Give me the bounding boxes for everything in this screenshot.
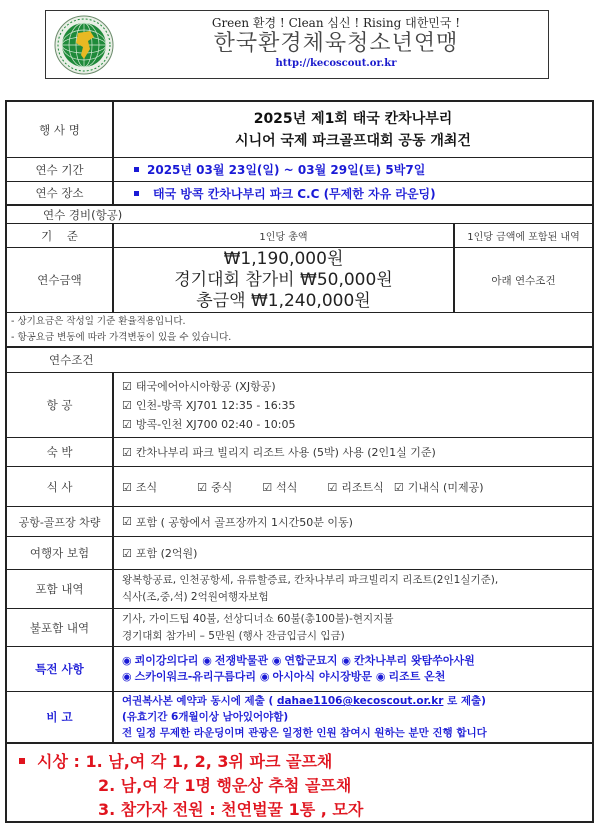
row-flight <box>7 373 592 438</box>
row-specials <box>7 647 592 692</box>
checkbox-checked-icon: ☑ <box>197 480 208 494</box>
included-reference: 아래 연수조건 <box>491 274 556 287</box>
remarks-line1: 여권복사본 예약과 동시에 제출 ( dahae1106@kecoscout.or.kr 로 제출) <box>122 695 486 707</box>
email-link[interactable]: dahae1106@kecoscout.or.kr <box>276 695 444 707</box>
row-venue <box>7 182 592 206</box>
included-label: 포함 내역 <box>7 570 114 608</box>
period-label: 연수 기간 <box>7 158 114 181</box>
checkbox-checked-icon: ☑ <box>122 546 132 560</box>
row-cost-title <box>7 206 592 224</box>
conditions-section-title: 연수조건 <box>49 353 94 367</box>
lodging-value: ☑ 칸차나부리 파크 빌리지 리조트 사용 (5박) 사용 (2인1실 기준) <box>122 445 436 459</box>
note-exchange-rate: - 상기요금은 작성일 기준 환율적용입니다. <box>11 315 186 327</box>
insurance-label: 여행자 보험 <box>7 537 114 569</box>
org-url-link[interactable]: http://kecoscout.or.kr <box>275 58 397 69</box>
row-cost-values <box>7 248 592 313</box>
excluded-value <box>114 609 592 646</box>
row-meals <box>7 467 592 507</box>
event-name-value <box>114 102 592 157</box>
awards-section <box>7 744 592 821</box>
total-price: 총금액 ₩1,240,000원 <box>196 290 371 311</box>
award-line1: 시상 : 1. 남,여 각 1, 2, 3위 파크 골프채 <box>19 750 592 774</box>
row-excluded <box>7 609 592 647</box>
transport-value: ☑ 포함 ( 공항에서 골프장까지 1시간50분 이동) <box>122 515 353 529</box>
row-conditions-title <box>7 348 592 373</box>
cost-header-basis: 기 준 <box>7 224 114 247</box>
remarks-value <box>114 692 592 742</box>
square-bullet-icon <box>134 191 139 196</box>
specials-line2: ◉ 스카이워크-유리구름다리 ◉ 아시아식 야시장방문 ◉ 리조트 온천 <box>122 670 446 683</box>
meal-dinner: ☑ 석식 <box>262 480 298 494</box>
cost-header-included: 1인당 금액에 포함된 내역 <box>467 232 580 243</box>
meal-resort: ☑ 리조트식 <box>327 480 384 494</box>
excluded-line2: 경기대회 참가비 – 5만원 (행사 잔금입금시 입금) <box>122 629 345 642</box>
checkbox-checked-icon: ☑ <box>393 480 404 494</box>
flight-label: 항 공 <box>7 373 114 437</box>
note-price-change: - 항공요금 변동에 따라 가격변동이 있을 수 있습니다. <box>11 331 232 343</box>
period-text: 2025년 03월 23일(일) ~ 03월 29일(토) 5박7일 <box>147 163 426 177</box>
flight-airline: ☑ 태국에어아시아항공 (XJ항공) <box>122 379 276 393</box>
specials-line1: ◉ 쾨이강의다리 ◉ 전쟁박물관 ◉ 연합군묘지 ◉ 칸차나부리 왓탐쑤아사원 <box>122 654 475 667</box>
meal-inflight: ☑ 기내식 (미제공) <box>393 480 484 494</box>
meals-value <box>114 467 592 506</box>
specials-value <box>114 647 592 691</box>
row-transport <box>7 507 592 537</box>
slogan: Green 환경 ! Clean 심신 ! Rising 대한민국 ! <box>211 16 461 30</box>
event-name-line1: 2025년 제1회 태국 칸차나부리 <box>253 110 453 127</box>
insurance-value: ☑ 포함 (2억원) <box>122 546 198 560</box>
period-value <box>114 158 592 181</box>
venue-label: 연수 장소 <box>7 182 114 204</box>
transport-label: 공항-골프장 차량 <box>7 507 114 536</box>
row-cost-header <box>7 224 592 248</box>
row-period <box>7 158 592 182</box>
globe-emblem-icon <box>54 15 114 75</box>
row-lodging <box>7 438 592 467</box>
excluded-line1: 기사, 가이드팁 40불, 선상디너쇼 60불(총100불)-현지지불 <box>122 612 394 625</box>
cost-header-total: 1인당 총액 <box>114 224 455 247</box>
remarks-line2: (유효기간 6개월이상 남아있어야함) <box>122 711 289 723</box>
meal-lunch: ☑ 중식 <box>197 480 233 494</box>
venue-value <box>114 182 592 204</box>
org-name: 한국환경체육청소년연맹 <box>213 31 459 56</box>
checkbox-checked-icon: ☑ <box>122 417 132 431</box>
checkbox-checked-icon: ☑ <box>262 480 273 494</box>
lodging-label: 숙 박 <box>7 438 114 466</box>
meal-breakfast: ☑ 조식 <box>122 480 158 494</box>
included-line2: 식사(조,중,석) 2억원여행자보험 <box>122 591 269 603</box>
event-name-line2: 시니어 국제 파크골프대회 공동 개최건 <box>235 132 471 149</box>
checkbox-checked-icon: ☑ <box>122 379 132 393</box>
event-name-label: 행 사 명 <box>7 102 114 157</box>
flight-return: ☑ 방콕-인천 XJ700 02:40 - 10:05 <box>122 417 296 431</box>
price-block <box>114 248 455 312</box>
included-line1: 왕복항공료, 인천공항세, 유류할증료, 칸차나부리 파크빌리지 리조트(2인1실기준), <box>122 574 499 586</box>
radio-bullet-icon: ◉ <box>271 654 282 667</box>
remarks-label: 비 고 <box>7 692 114 742</box>
award-line2: 2. 남,여 각 1명 행운상 추첨 골프채 <box>98 776 352 795</box>
checkbox-checked-icon: ☑ <box>122 515 132 528</box>
remarks-line3: 전 일정 무제한 라운딩이며 관광은 일정한 인원 참여시 원하는 분만 진행 합니다 <box>122 727 487 739</box>
flight-details <box>114 373 592 437</box>
checkbox-checked-icon: ☑ <box>122 445 132 459</box>
event-info-table <box>5 100 594 823</box>
radio-bullet-icon: ◉ <box>122 670 132 683</box>
flight-outbound: ☑ 인천-방콕 XJ701 12:35 - 16:35 <box>122 398 296 412</box>
included-value <box>114 570 592 608</box>
radio-bullet-icon: ◉ <box>202 654 212 667</box>
row-remarks <box>7 692 592 744</box>
award-line3: 3. 참가자 전원 : 천연벌꿀 1통 , 모자 <box>98 800 364 819</box>
radio-bullet-icon: ◉ <box>259 670 270 683</box>
checkbox-checked-icon: ☑ <box>327 480 338 494</box>
venue-text: 태국 방콕 칸차나부리 파크 C.C (무제한 자유 라운딩) <box>153 186 436 201</box>
checkbox-checked-icon: ☑ <box>122 398 132 412</box>
square-bullet-icon <box>19 758 25 764</box>
row-insurance <box>7 537 592 570</box>
meals-label: 식 사 <box>7 467 114 506</box>
radio-bullet-icon: ◉ <box>375 670 386 683</box>
base-price: ₩1,190,000원 <box>223 248 344 269</box>
row-cost-notes <box>7 313 592 348</box>
checkbox-checked-icon: ☑ <box>122 480 132 494</box>
radio-bullet-icon: ◉ <box>341 654 352 667</box>
specials-label: 특전 사항 <box>7 647 114 691</box>
row-event-name <box>7 102 592 158</box>
cost-notes <box>7 313 592 346</box>
excluded-label: 불포함 내역 <box>7 609 114 646</box>
row-included <box>7 570 592 609</box>
square-bullet-icon <box>134 167 139 172</box>
radio-bullet-icon: ◉ <box>122 654 132 667</box>
header-banner <box>45 10 549 79</box>
cost-amount-label: 연수금액 <box>7 248 114 312</box>
entry-fee: 경기대회 참가비 ₩50,000원 <box>174 269 393 290</box>
cost-section-title: 연수 경비(항공) <box>43 207 123 222</box>
